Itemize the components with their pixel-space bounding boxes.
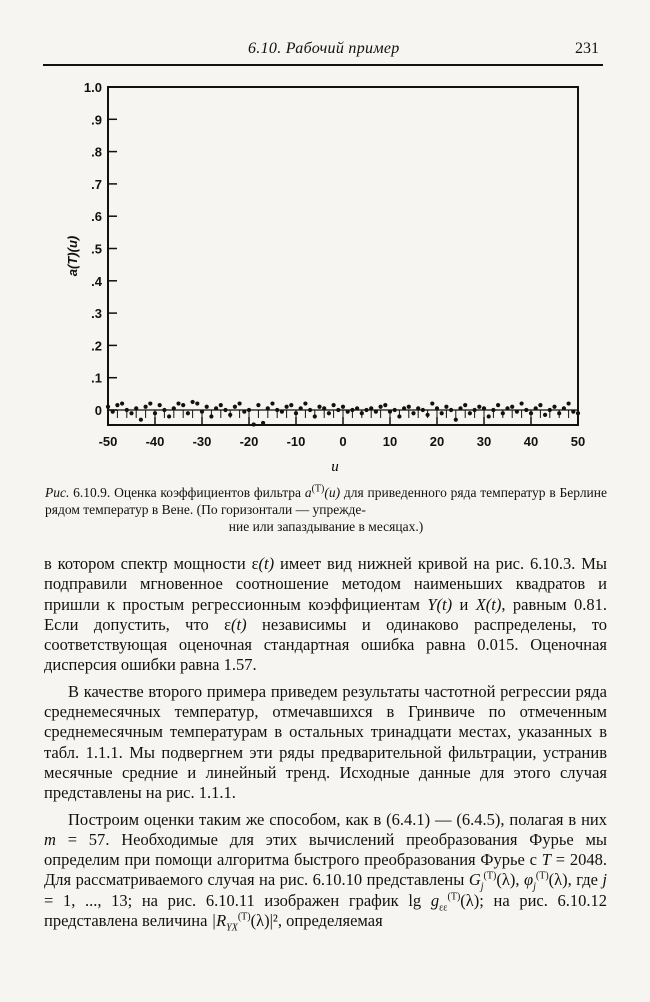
data-point [534,406,538,410]
data-point [167,414,171,418]
data-point [322,406,326,410]
data-point [111,410,115,414]
figure-caption [45,484,607,535]
p3-phi-symbol: φ [523,870,534,890]
scatter-chart [50,75,600,475]
data-point [444,405,448,409]
data-point [463,403,467,407]
data-point [379,405,383,409]
p3-phi-sub: j [533,881,536,893]
p3-g-small: g [430,890,440,910]
data-point [332,403,336,407]
p1-t-3: (t) [485,594,502,614]
page-number: 231 [575,40,599,57]
caption-text-before: Оценка коэффициентов фильтра [114,485,305,500]
caption-label: Рис. [45,485,70,500]
data-point [134,406,138,410]
data-point [557,411,561,415]
data-point [364,408,368,412]
p1-x: X [475,594,486,614]
data-point [538,403,542,407]
data-point [520,401,524,405]
x-tick-label: -30 [192,434,212,449]
data-point [261,421,265,425]
data-point [148,401,152,405]
p3-r-tail: (λ)|² [250,911,278,931]
data-point [515,410,519,414]
data-point [383,403,387,407]
data-point [186,411,190,415]
y-tick-label: .5 [91,241,102,257]
data-point [411,411,415,415]
data-point [571,410,575,414]
x-tick-label: -10 [286,434,306,449]
p3-g-sub: j [480,881,484,893]
data-point [252,422,256,426]
x-tick-label: 0 [339,434,347,449]
data-point [176,401,180,405]
data-point [308,408,312,412]
data-point [468,411,472,415]
data-point [233,405,237,409]
y-tick-label: .3 [91,306,102,322]
data-point [139,418,143,422]
data-point [336,408,340,412]
data-point [369,406,373,410]
data-point [106,405,110,409]
y-tick-label: 1.0 [83,80,102,95]
data-point [247,408,251,412]
data-point [567,401,571,405]
x-axis-label: u [331,459,339,475]
p1-t-2: (t) [436,594,453,614]
p1-text-d: независимы и одинаково распределены, то соответствующая оценочная стандартная ошибка равна 0.015. Оценочная дисперсия ошибки равна 1.57. [44,614,608,675]
data-point [219,403,223,407]
data-point [129,411,133,415]
p3-t: T [541,850,551,870]
data-point [562,406,566,410]
data-point [223,408,227,412]
x-tick-label: -50 [98,434,118,449]
x-tick-label: 30 [476,434,492,449]
p1-and: и [452,594,476,614]
y-tick-label: .1 [91,370,102,386]
p3-phi-sup: (T) [535,870,549,882]
y-tick-label: .4 [91,273,102,289]
data-point [402,406,406,410]
data-point [397,414,401,418]
p3-text-b: . Необходимые для этих вычислений преобразования Фурье мы определим при помощи алгоритма быстрого преобразования Фурье с [44,829,608,870]
x-tick-label: 50 [570,434,586,449]
data-point [195,401,199,405]
p3-r-sup: (T) [237,911,251,923]
y-tick-label: 0 [94,403,102,418]
p1-y: Y [427,594,437,614]
data-point [491,408,495,412]
x-tick-label: -40 [145,434,165,449]
p3-text-g: , определяемая [277,911,383,931]
p3-r-sub: YX [226,922,238,934]
data-point [360,411,364,415]
data-point [393,408,397,412]
plot-frame [108,87,578,425]
data-point [548,408,552,412]
p3-text-a: Построим оценки таким же способом, как в (6.4.1) — (6.4.5), полагая в них [68,809,607,829]
data-point [238,401,242,405]
data-point [266,406,270,410]
data-point [200,410,204,414]
p3-text-e: = 1, ..., 13; на рис. 6.10.11 изображен график lg [44,890,431,910]
caption-symbol-arg: (u) [324,485,341,500]
p1-text-b: имеет вид нижней кривой на рис. 6.10.3. Мы подправили мгновенное соотношение методом наименьших квадратов и пришли к простым регрессионным коэффициентам [44,554,608,614]
data-point [487,414,491,418]
y-tick-label: .7 [91,176,102,192]
data-point [317,405,321,409]
chart-svg [50,75,600,475]
data-point [313,414,317,418]
data-point [435,406,439,410]
paragraph-1 [44,554,607,676]
data-point [496,403,500,407]
data-point [416,406,420,410]
body-text [44,554,607,937]
data-point [341,405,345,409]
data-point [327,411,331,415]
data-point [280,410,284,414]
data-point [576,411,580,415]
p3-text-f: ; на рис. 6.10.12 представлена величина [44,890,607,931]
y-tick-label: .6 [91,209,102,225]
data-point [299,406,303,410]
p1-t-4: (t) [231,614,247,634]
data-point [144,405,148,409]
data-point [158,403,162,407]
data-point [449,408,453,412]
data-point [355,406,359,410]
p3-j: j [602,870,608,890]
data-point [473,408,477,412]
data-point [350,408,354,412]
data-point [191,400,195,404]
caption-text-after: для приведенного ряда температур в Берлине рядом температур в Вене. (По горизонтали — упрежде- [45,485,607,517]
caption-number: 6.10.9. [73,485,111,500]
p3-m-eq: = 57 [55,829,106,849]
data-point [214,406,218,410]
data-point [388,410,392,414]
data-point [205,405,209,409]
p1-t: (t) [258,554,275,573]
data-point [552,405,556,409]
data-point [289,403,293,407]
data-point [426,413,430,417]
data-point [543,413,547,417]
data-point [125,408,129,412]
p3-r-symbol: |R [211,911,227,931]
data-point [294,411,298,415]
p3-text-c: . Для рассматриваемого случая на рис. 6.10.10 представлены [44,850,607,890]
data-point [482,406,486,410]
p3-g-arg: (λ) [496,870,516,890]
data-point [430,401,434,405]
data-point [440,411,444,415]
running-header [43,38,603,66]
data-point [162,408,166,412]
data-point [407,405,411,409]
data-point [374,410,378,414]
data-point [477,405,481,409]
y-tick-label: .2 [91,338,102,354]
data-point [529,411,533,415]
data-point [458,406,462,410]
paragraph-2: В качестве второго примера приведем результаты частотной регрессии ряда среднемесячных температур, отмечавшихся в Гринвиче по отмеченным среднемесячным температурам в остальных тринадцати местах, указанных в табл. 1.1.1. Мы подвергнем эти ряды предварительной фильтрации, устранив месячные средние и линейный тренд. Исходные данные для этого случая представлены на рис. 1.1.1. [44,681,607,803]
data-point [510,405,514,409]
y-axis-label: a(T)(u) [65,235,80,277]
data-point [120,401,124,405]
p3-text-d: , где [567,870,603,890]
data-point [303,401,307,405]
data-point [181,403,185,407]
p1-epsilon-2: ε [224,614,232,634]
p3-g-small-sup: (T) [447,891,461,903]
p3-g-small-sub: εε [439,902,448,914]
running-title: 6.10. Рабочий пример [248,40,400,57]
data-point [209,414,213,418]
p3-m: m [44,829,56,849]
data-point [505,406,509,410]
data-point [228,413,232,417]
caption-symbol: a [304,485,312,500]
p3-comma: , [515,870,524,890]
x-tick-label: 20 [429,434,445,449]
y-tick-label: .8 [91,144,102,160]
x-tick-label: -20 [239,434,259,449]
data-point [501,411,505,415]
p3-g-small-arg: (λ) [460,890,480,910]
p3-t-eq: = 2048 [550,850,603,870]
y-tick-label: .9 [91,112,102,128]
p1-text-a: в котором спектр мощности [44,554,252,573]
p1-epsilon: ε [251,554,259,573]
data-point [242,410,246,414]
caption-last-line: ние или запаздывание в месяцах.) [228,519,424,534]
data-point [454,418,458,422]
p3-g-sup: (T) [483,870,497,882]
p3-phi-arg: (λ) [548,870,568,890]
data-point [275,408,279,412]
x-tick-label: 10 [382,434,398,449]
p1-text-c: , равным 0.81. Если допустить, что [44,594,607,634]
x-tick-label: 40 [523,434,539,449]
data-point [346,410,350,414]
data-point [270,401,274,405]
caption-symbol-sup: (T) [311,483,325,495]
data-point [153,411,157,415]
data-point [524,408,528,412]
data-point [172,406,176,410]
data-point [256,403,260,407]
data-point [421,408,425,412]
paragraph-3 [44,810,607,932]
data-point [115,403,119,407]
data-point [285,405,289,409]
p3-g-symbol: G [468,870,481,890]
